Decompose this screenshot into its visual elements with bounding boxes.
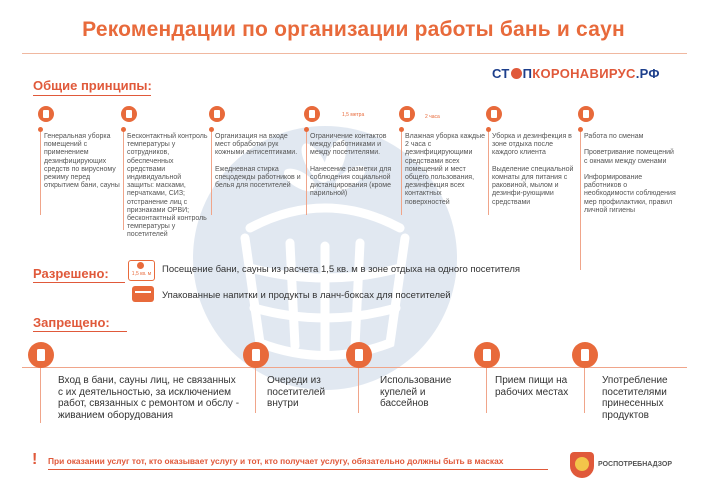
principle-dot	[304, 127, 309, 132]
logo-text-3: КОРОНАВИРУС	[532, 66, 636, 81]
logo-text-2: П	[522, 66, 533, 81]
agency-name: РОСПОТРЕБНАДЗОР	[598, 461, 673, 468]
warning-exclamation-icon: !	[32, 451, 38, 468]
section-forbidden-heading: Запрещено:	[33, 315, 110, 330]
forbidden-item-text: Употребление посетителями принесенных продуктов	[602, 375, 668, 421]
principle-divider	[40, 130, 41, 215]
principles-underline	[33, 95, 151, 96]
mask-notice: При оказании услуг тот, кто оказывает услугу и тот, кто получает услугу, обязательно должны быть в масках	[48, 456, 504, 466]
principle-divider	[211, 130, 212, 215]
principle-dot	[38, 127, 43, 132]
principle-divider	[123, 130, 124, 230]
sanitizer-icon	[207, 104, 227, 124]
principle-dot	[121, 127, 126, 132]
forbidden-connector	[255, 368, 256, 413]
forbidden-connector	[358, 368, 359, 413]
principle-text: Работа по сменам Проветривание помещений с окнами между сменами Информирование работников о необходимости соблюдения мер профилактики, правил личной гигиены	[584, 133, 676, 214]
title-divider	[22, 53, 687, 54]
principle-divider	[580, 130, 581, 270]
principle-text: Генеральная уборка помещений с применением дезинфицирующих средств по вирусному режиму перед открытием бани, сауны	[44, 133, 120, 190]
ventilation-icon	[576, 104, 596, 124]
logo-text-4: .РФ	[635, 66, 660, 81]
principle-divider	[488, 130, 489, 215]
allowed-item-2: Упакованные напитки и продукты в ланч-боксах для посетителей	[162, 290, 451, 301]
principle-text: Бесконтактный контроль температуры у сотрудников, обеспеченных средствами индивидуальной защиты: масками, перчатками, СИЗ; отстранение лиц с признаками ОРВИ; бесконтактный контроль температуры у посетителей	[127, 133, 208, 239]
principle-text: Организация на входе мест обработки рук кожными антисептиками. Ежедневная стирка спецодежды работников и белья для посетителей	[215, 133, 301, 190]
food-icon	[572, 342, 598, 368]
forbidden-item-text: Очереди из посетителей внутри	[267, 375, 326, 409]
principle-divider	[306, 130, 307, 215]
principle-text: Влажная уборка каждые 2 часа с дезинфицирующими средствами всех помещений и мест общего пользования, дезинфекция всех контактных поверхностей	[405, 133, 486, 206]
forbidden-item-text: Вход в бани, сауны лиц, не связанных с их деятельностью, за исключением работ, связанных с ремонтом и обслу - живанием оборудования	[58, 375, 240, 421]
wet-cleaning-icon	[397, 104, 417, 124]
forbidden-connector	[486, 368, 487, 413]
allowed-underline	[33, 282, 125, 283]
cleaning-icon	[36, 104, 56, 124]
door-icon	[28, 342, 54, 368]
disinfection-icon	[484, 104, 504, 124]
allowed-item-1: Посещение бани, сауны из расчета 1,5 кв. м в зоне отдыха на одного посетителя	[162, 264, 521, 275]
area-label: 1,5 кв. м	[131, 271, 152, 277]
forbidden-connector	[584, 368, 585, 413]
eating-icon	[474, 342, 500, 368]
stopcoronavirus-logo	[492, 66, 660, 81]
principle-dot	[209, 127, 214, 132]
logo-text-1: СТ	[492, 66, 510, 81]
principle-dot	[399, 127, 404, 132]
time-label: 2 часа	[425, 114, 440, 120]
person-area-icon	[128, 260, 155, 281]
distance-icon	[302, 104, 322, 124]
principle-divider	[401, 130, 402, 215]
section-allowed-heading: Разрешено:	[33, 266, 109, 281]
principle-dot	[486, 127, 491, 132]
lunchbox-icon	[132, 286, 154, 302]
rospotrebnadzor-emblem-icon	[570, 452, 594, 478]
thermometer-icon	[119, 104, 139, 124]
principle-text: Ограничение контактов между работниками и между посетителями. Нанесение разметки для соблюдения социальной дистанцирования (кроме парильной)	[310, 133, 392, 198]
forbidden-underline	[33, 331, 127, 332]
pool-icon	[346, 342, 372, 368]
forbidden-item-text: Использование купелей и бассейнов	[380, 375, 452, 409]
section-principles-heading: Общие принципы:	[33, 78, 152, 93]
logo-stop-sign-icon	[511, 68, 522, 79]
forbidden-item-text: Прием пищи на рабочих местах	[495, 375, 569, 398]
principle-dot	[578, 127, 583, 132]
queue-icon	[243, 342, 269, 368]
forbidden-connector	[40, 368, 41, 423]
footer-underline	[48, 469, 548, 470]
distance-label: 1,5 метра	[342, 112, 365, 118]
page-title: Рекомендации по организации работы бань и саун	[82, 18, 625, 41]
principle-text: Уборка и дезинфекция в зоне отдыха после каждого клиента Выделение специальной комнаты для питания с раковиной, мылом и дезинфи-рующими средствами	[492, 133, 574, 206]
